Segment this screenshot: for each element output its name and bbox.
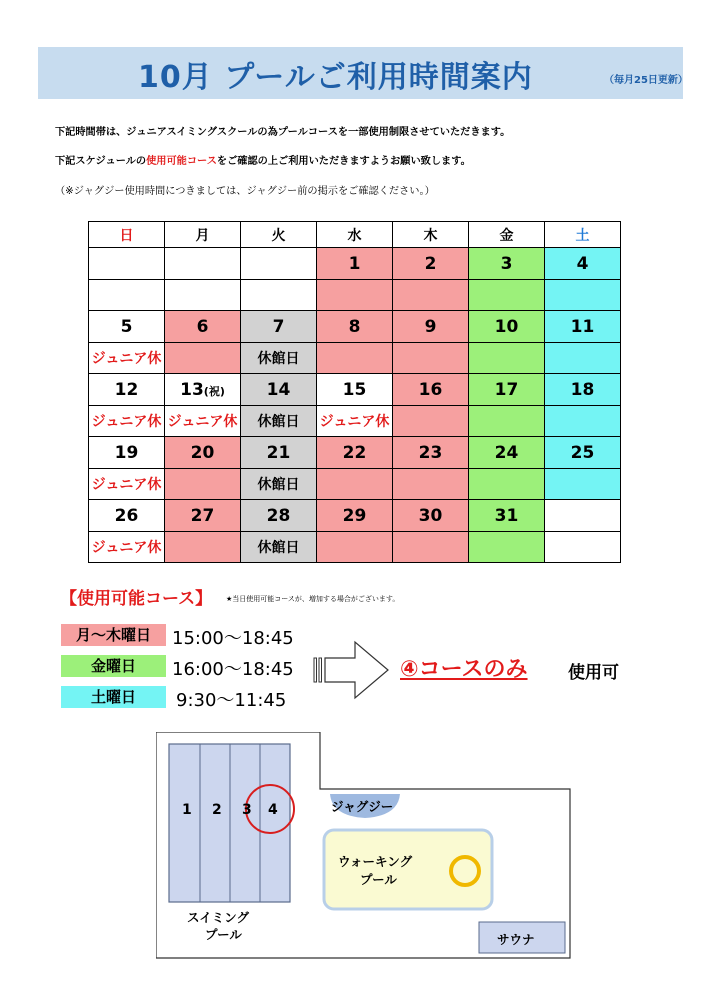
sat-time: 9:30～11:45 [176, 690, 287, 711]
fri-time: 16:00～18:45 [172, 659, 294, 680]
day-cell: 27 [165, 500, 241, 532]
day-cell: 28 [241, 500, 317, 532]
weekday-wed: 水 [317, 222, 393, 248]
week-3-notes [89, 406, 621, 437]
note-cell [545, 532, 621, 563]
note-cell [469, 406, 545, 437]
weekday-header-row [89, 222, 621, 248]
weekday-fri: 金 [469, 222, 545, 248]
swimming-pool-label-2: プール [205, 927, 242, 942]
note-cell [469, 280, 545, 311]
jacuzzi-label: ジャグジー [331, 799, 394, 814]
day-cell: 29 [317, 500, 393, 532]
note-cell [393, 343, 469, 374]
available-courses-note: ★当日使用可能コースが、増加する場合がございます。 [226, 595, 400, 603]
note-cell [469, 469, 545, 500]
day-cell: 2 [393, 248, 469, 280]
day-cell: 9 [393, 311, 469, 343]
week-1-dates [89, 248, 621, 280]
lane-4-label: 4 [268, 802, 278, 818]
junior-closed-note: ジュニア休 [89, 343, 165, 374]
day-cell: 18 [545, 374, 621, 406]
day-cell: 15 [317, 374, 393, 406]
junior-closed-note: ジュニア休 [89, 469, 165, 500]
day-cell: 30 [393, 500, 469, 532]
note-cell [165, 343, 241, 374]
title-banner [38, 47, 688, 99]
day-cell: 19 [89, 437, 165, 469]
lane-1-label: 1 [182, 802, 192, 818]
day-cell: 21 [241, 437, 317, 469]
day-cell [241, 248, 317, 280]
course-usable-label: 使用可 [568, 663, 619, 683]
note-cell [317, 280, 393, 311]
intro-line-3: （※ジャグジー使用時間につきましては、ジャグジー前の掲示をご確認ください。） [55, 186, 435, 197]
intro-line-2-post: をご確認の上ご利用いただきますようお願い致します。 [216, 156, 471, 167]
week-3-dates [89, 374, 621, 406]
note-cell [241, 280, 317, 311]
day-number: 13 [180, 379, 204, 400]
note-cell [165, 280, 241, 311]
note-cell [165, 469, 241, 500]
week-2-notes [89, 343, 621, 374]
day-cell: 6 [165, 311, 241, 343]
day-cell: 16 [393, 374, 469, 406]
swimming-pool-label-1: スイミング [187, 910, 250, 925]
note-cell [393, 280, 469, 311]
right-arrow-icon [312, 638, 392, 700]
walking-pool-label-1: ウォーキング [338, 854, 413, 869]
note-cell [545, 280, 621, 311]
note-cell [393, 469, 469, 500]
closed-day-note: 休館日 [241, 469, 317, 500]
note-cell [317, 532, 393, 563]
note-cell [545, 469, 621, 500]
update-note: （毎月25日更新） [604, 75, 688, 86]
junior-closed-note: ジュニア休 [89, 532, 165, 563]
intro-line-2 [55, 152, 471, 167]
lane-2-label: 2 [212, 802, 222, 818]
day-cell: 17 [469, 374, 545, 406]
closed-day-note: 休館日 [241, 406, 317, 437]
day-cell [165, 248, 241, 280]
week-4-dates [89, 437, 621, 469]
note-cell [545, 406, 621, 437]
day-cell: 1 [317, 248, 393, 280]
weekday-mon: 月 [165, 222, 241, 248]
available-courses-title: 【使用可能コース】 [60, 589, 213, 609]
day-cell [165, 374, 241, 406]
intro-line-2-pre: 下記スケジュールの [55, 156, 147, 167]
day-cell: 5 [89, 311, 165, 343]
day-cell: 24 [469, 437, 545, 469]
weekday-thu: 木 [393, 222, 469, 248]
note-cell [317, 343, 393, 374]
walking-pool-label-2: プール [360, 872, 397, 887]
page-title: 10月 プールご利用時間案内 [138, 60, 533, 95]
week-5-dates [89, 500, 621, 532]
intro-line-1: 下記時間帯は、ジュニアスイミングスクールの為プールコースを一部使用制限させていただきます。 [55, 127, 511, 138]
day-cell: 11 [545, 311, 621, 343]
schedule-calendar [88, 221, 621, 563]
weekday-sat: 土 [545, 222, 621, 248]
closed-day-note: 休館日 [241, 532, 317, 563]
note-cell [165, 532, 241, 563]
course-4-only: ④コースのみ [400, 657, 528, 682]
weekday-tue: 火 [241, 222, 317, 248]
mon-thu-time: 15:00～18:45 [172, 628, 294, 649]
week-2-dates [89, 311, 621, 343]
mon-thu-badge: 月～木曜日 [61, 624, 166, 646]
junior-closed-note: ジュニア休 [165, 406, 241, 437]
holiday-mark: (祝) [203, 384, 225, 398]
junior-closed-note: ジュニア休 [89, 406, 165, 437]
day-cell: 26 [89, 500, 165, 532]
note-cell [393, 406, 469, 437]
day-cell [89, 248, 165, 280]
week-5-notes [89, 532, 621, 563]
day-cell: 3 [469, 248, 545, 280]
day-cell [545, 500, 621, 532]
day-cell: 23 [393, 437, 469, 469]
week-4-notes [89, 469, 621, 500]
day-cell: 12 [89, 374, 165, 406]
day-cell: 31 [469, 500, 545, 532]
fri-badge: 金曜日 [61, 655, 166, 677]
note-cell [545, 343, 621, 374]
note-cell [393, 532, 469, 563]
note-cell [469, 532, 545, 563]
note-cell [89, 280, 165, 311]
note-cell [469, 343, 545, 374]
note-cell [317, 469, 393, 500]
day-cell: 7 [241, 311, 317, 343]
closed-day-note: 休館日 [241, 343, 317, 374]
junior-closed-note: ジュニア休 [317, 406, 393, 437]
day-cell: 10 [469, 311, 545, 343]
day-cell: 20 [165, 437, 241, 469]
weekday-sun: 日 [89, 222, 165, 248]
day-cell: 25 [545, 437, 621, 469]
sat-badge: 土曜日 [61, 686, 166, 708]
day-cell: 22 [317, 437, 393, 469]
day-cell: 14 [241, 374, 317, 406]
day-cell: 8 [317, 311, 393, 343]
day-cell: 4 [545, 248, 621, 280]
week-1-notes [89, 280, 621, 311]
lane-3-label: 3 [242, 802, 252, 818]
intro-highlight: 使用可能コース [146, 156, 217, 167]
sauna-label: サウナ [497, 932, 535, 947]
